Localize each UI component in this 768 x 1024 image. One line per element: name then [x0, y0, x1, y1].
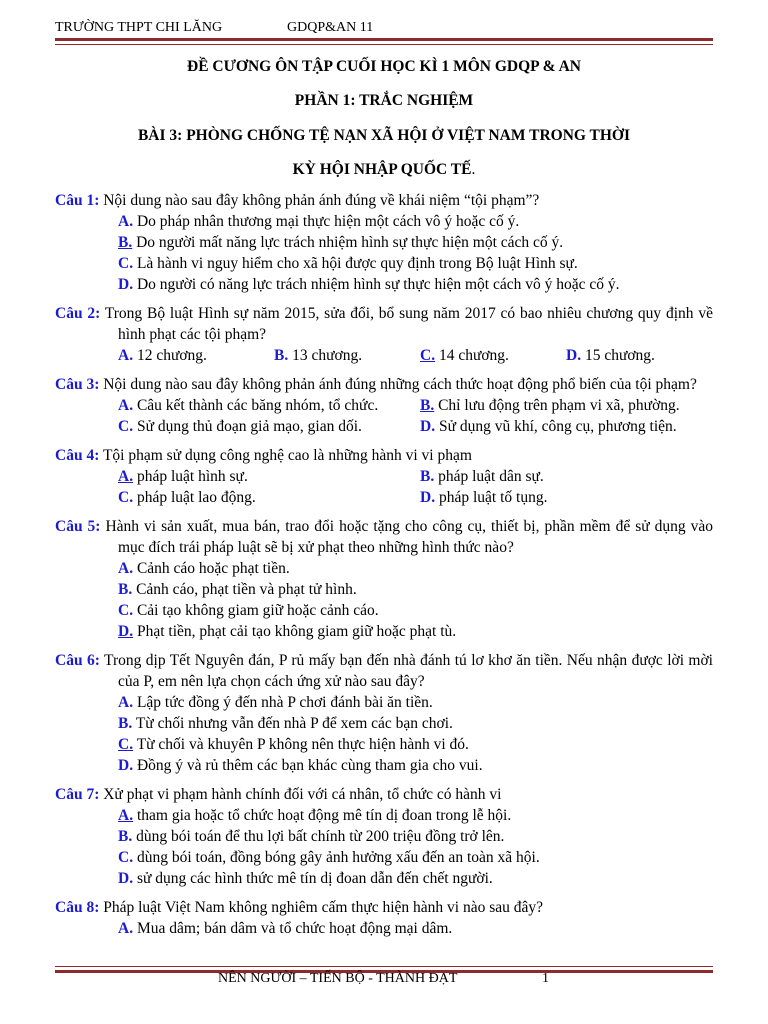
lesson-title-period: . [471, 161, 476, 178]
option-c [55, 600, 713, 621]
option-text: Sử dụng thủ đoạn giả mạo, gian dối. [136, 418, 362, 435]
option-text: Là hành vi nguy hiểm cho xã hội được quy định trong Bộ luật Hình sự. [136, 255, 578, 272]
question-list [55, 190, 713, 947]
question-stem [55, 190, 713, 211]
question-3 [55, 374, 713, 437]
question-label: Câu 7: [55, 786, 100, 803]
option-d [55, 621, 713, 642]
option-grid [55, 395, 713, 437]
option-text: Cải tạo không giam giữ hoặc cảnh cáo. [136, 602, 379, 619]
option-letter: C. [118, 489, 134, 506]
question-stem [55, 897, 713, 918]
question-1 [55, 190, 713, 295]
lesson-title-line1: BÀI 3: PHÒNG CHỐNG TỆ NẠN XÃ HỘI Ở VIỆT NAM TRONG THỜI [137, 127, 631, 144]
option-a [118, 466, 420, 487]
option-letter: B. [118, 234, 133, 251]
option-d [420, 487, 720, 508]
doc-title: ĐỀ CƯƠNG ÔN TẬP CUỐI HỌC KÌ 1 MÔN GDQP & AN [187, 58, 581, 75]
option-b [55, 713, 713, 734]
option-letter: A. [118, 213, 134, 230]
option-letter: A. [118, 397, 134, 414]
option-text: Do pháp nhân thương mại thực hiện một cách vô ý hoặc cố ý. [136, 213, 520, 230]
option-letter: B. [118, 828, 133, 845]
question-label: Câu 1: [55, 192, 100, 209]
question-5 [55, 516, 713, 642]
option-letter: D. [118, 870, 134, 887]
option-a [55, 805, 713, 826]
question-label: Câu 6: [55, 652, 100, 669]
option-letter: C. [118, 418, 134, 435]
footer-motto: NÊN NGƯỜI – TIẾN BỘ - THÀNH ĐẠT [218, 971, 458, 986]
option-letter: C. [420, 347, 436, 364]
question-8 [55, 897, 713, 939]
option-letter: C. [118, 736, 134, 753]
option-a [118, 345, 274, 366]
question-text: Hành vi sản xuất, mua bán, trao đổi hoặc tặng cho công cụ, thiết bị, phần mềm để sử dụng vào mục đích trái pháp luật sẽ bị xử phạt theo những hình thức nào? [105, 518, 713, 556]
question-stem [55, 445, 713, 466]
option-letter: A. [118, 468, 134, 485]
question-text: Nội dung nào sau đây không phản ánh đúng những cách thức hoạt động phổ biến của tội phạm? [103, 376, 697, 393]
question-text: Xử phạt vi phạm hành chính đối với cá nhân, tổ chức có hành vi [103, 786, 502, 803]
option-letter: D. [118, 276, 134, 293]
option-text: Chỉ lưu động trên phạm vi xã, phường. [438, 397, 680, 414]
option-letter: A. [118, 920, 134, 937]
question-stem [55, 650, 713, 692]
question-stem [55, 374, 713, 395]
option-c [420, 345, 566, 366]
option-text: Từ chối nhưng vẫn đến nhà P để xem các bạn chơi. [135, 715, 453, 732]
option-c [118, 487, 420, 508]
option-text: Cảnh cáo, phạt tiền và phạt tử hình. [136, 581, 357, 598]
question-label: Câu 2: [55, 305, 101, 322]
option-text: 13 chương. [292, 347, 363, 364]
question-text: Pháp luật Việt Nam không nghiêm cấm thực hiện hành vi nào sau đây? [103, 899, 544, 916]
option-text: dùng bói toán, đồng bóng gây ảnh hưởng xấu đến an toàn xã hội. [136, 849, 540, 866]
page-number: 1 [542, 971, 549, 986]
question-label: Câu 5: [55, 518, 101, 535]
page-header [55, 20, 713, 40]
header-rule [55, 38, 713, 45]
question-label: Câu 3: [55, 376, 100, 393]
option-text: pháp luật lao động. [136, 489, 256, 506]
option-letter: A. [118, 807, 134, 824]
option-letter: D. [566, 347, 582, 364]
option-letter: B. [118, 581, 133, 598]
option-text: Cảnh cáo hoặc phạt tiền. [136, 560, 290, 577]
option-b [55, 579, 713, 600]
question-text: Trong dịp Tết Nguyên đán, P rủ mấy bạn đến nhà đánh tú lơ khơ ăn tiền. Nếu nhận được lời mời của P, em nên lựa chọn cách ứng xử nào sau đây? [104, 652, 713, 690]
option-text: Sử dụng vũ khí, công cụ, phương tiện. [438, 418, 677, 435]
option-letter: B. [420, 397, 435, 414]
option-letter: A. [118, 694, 134, 711]
question-label: Câu 4: [55, 447, 100, 464]
option-text: Lập tức đồng ý đến nhà P chơi đánh bài ăn tiền. [136, 694, 433, 711]
option-letter: D. [420, 489, 436, 506]
option-text: 15 chương. [584, 347, 655, 364]
option-letter: C. [118, 602, 134, 619]
option-letter: D. [420, 418, 436, 435]
option-text: pháp luật dân sự. [438, 468, 544, 485]
option-d [55, 755, 713, 776]
option-text: sử dụng các hình thức mê tín dị đoan dẫn đến chết người. [136, 870, 493, 887]
option-grid [55, 345, 713, 366]
option-letter: C. [118, 849, 134, 866]
option-c [55, 734, 713, 755]
option-c [55, 847, 713, 868]
page-footer [55, 971, 713, 989]
option-text: Do người có năng lực trách nhiệm hình sự thực hiện một cách vô ý hoặc cố ý. [136, 276, 620, 293]
option-d [55, 274, 713, 295]
lesson-title-line2 [55, 161, 713, 179]
option-text: pháp luật tố tụng. [438, 489, 548, 506]
option-b [274, 345, 420, 366]
option-text: Phạt tiền, phạt cải tạo không giam giữ hoặc phạt tù. [136, 623, 457, 640]
part-title: PHẦN 1: TRẮC NGHIỆM [294, 92, 474, 109]
option-b [420, 466, 720, 487]
option-letter: B. [274, 347, 289, 364]
option-b [420, 395, 720, 416]
question-label: Câu 8: [55, 899, 100, 916]
option-a [55, 692, 713, 713]
question-4 [55, 445, 713, 508]
option-text: tham gia hoặc tổ chức hoạt động mê tín dị đoan trong lễ hội. [136, 807, 512, 824]
option-text: Từ chối và khuyên P không nên thực hiện hành vi đó. [136, 736, 469, 753]
option-text: Câu kết thành các băng nhóm, tổ chức. [136, 397, 379, 414]
option-letter: D. [118, 623, 134, 640]
lesson-title-text: KỲ HỘI NHẬP QUỐC TẾ [292, 161, 472, 178]
option-letter: C. [118, 255, 134, 272]
option-text: Đồng ý và rủ thêm các bạn khác cùng tham gia cho vui. [136, 757, 483, 774]
subject-name: GDQP&AN 11 [287, 20, 374, 35]
option-a [118, 395, 420, 416]
option-b [55, 826, 713, 847]
option-d [566, 345, 716, 366]
option-text: Mua dâm; bán dâm và tổ chức hoạt động mại dâm. [136, 920, 453, 937]
question-text: Trong Bộ luật Hình sự năm 2015, sửa đổi, bổ sung năm 2017 có bao nhiêu chương quy định về hình phạt các tội phạm? [104, 305, 713, 343]
question-6 [55, 650, 713, 776]
option-a [55, 211, 713, 232]
option-letter: A. [118, 560, 134, 577]
option-d [55, 868, 713, 889]
option-letter: D. [118, 757, 134, 774]
question-7 [55, 784, 713, 889]
question-text: Tội phạm sử dụng công nghệ cao là những hành vi vi phạm [102, 447, 472, 464]
question-stem [55, 784, 713, 805]
question-stem [55, 516, 713, 558]
option-text: Do người mất năng lực trách nhiệm hình sự thực hiện một cách cố ý. [136, 234, 564, 251]
question-2 [55, 303, 713, 366]
option-d [420, 416, 720, 437]
option-text: dùng bói toán để thu lợi bất chính từ 200 triệu đồng trở lên. [136, 828, 505, 845]
question-stem [55, 303, 713, 345]
option-text: 14 chương. [438, 347, 509, 364]
option-letter: B. [420, 468, 435, 485]
option-letter: A. [118, 347, 134, 364]
option-grid [55, 466, 713, 508]
school-name: TRƯỜNG THPT CHI LĂNG [55, 20, 223, 35]
option-a [55, 558, 713, 579]
option-c [118, 416, 420, 437]
option-text: 12 chương. [136, 347, 207, 364]
question-text: Nội dung nào sau đây không phản ánh đúng về khái niệm “tội phạm”? [103, 192, 540, 209]
option-a [55, 918, 713, 939]
option-b [55, 232, 713, 253]
option-letter: B. [118, 715, 133, 732]
option-text: pháp luật hình sự. [136, 468, 248, 485]
option-c [55, 253, 713, 274]
